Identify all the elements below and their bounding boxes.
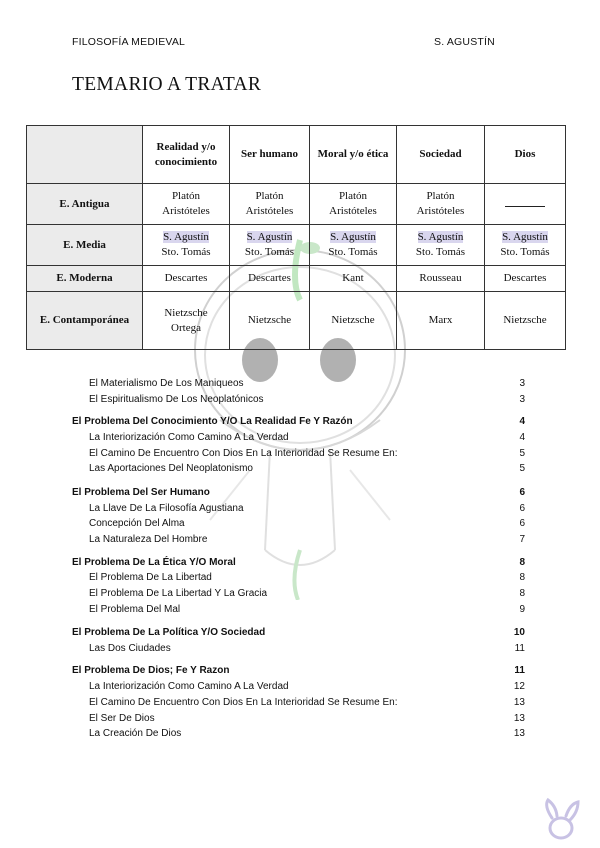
toc-page-number: 13 [513,697,525,708]
toc-entry[interactable] [0,378,600,392]
toc-entry-title: Las Dos Ciudades [89,643,171,654]
table-corner-cell [27,126,143,184]
toc-entry[interactable] [0,448,600,462]
toc-entry-title: El Problema Del Mal [89,604,181,615]
toc-section[interactable] [0,487,600,501]
table-cell: Descartes [230,266,310,292]
toc-entry[interactable] [0,503,600,517]
column-header: Dios [485,126,566,184]
column-header: Moral y/o ética [310,126,397,184]
toc-entry[interactable] [0,697,600,711]
toc-page-number: 7 [519,534,525,545]
toc-entry-title: El Espiritualismo De Los Neoplatónicos [89,394,264,405]
toc-entry[interactable] [0,394,600,408]
toc-page-number: 13 [513,713,525,724]
toc-entry[interactable] [0,681,600,695]
table-cell: Descartes [143,266,230,292]
table-cell: Kant [310,266,397,292]
toc-entry[interactable] [0,588,600,602]
column-header: Ser humano [230,126,310,184]
toc-entry-title: El Problema Del Conocimiento Y/O La Realidad Fe Y Razón [72,416,353,427]
toc-entry[interactable] [0,518,600,532]
table-row [27,184,566,225]
table-row [27,225,566,266]
row-header: E. Contamporánea [27,292,143,350]
toc-entry-title: El Camino De Encuentro Con Dios En La Interioridad Se Resume En: [89,697,398,708]
table-cell: Platón Aristóteles [230,184,310,225]
toc-entry-title: La Naturaleza Del Hombre [89,534,208,545]
table-cell: Platón Aristóteles [397,184,485,225]
toc-page-number: 4 [519,432,525,443]
table-cell: Descartes [485,266,566,292]
table-cell: S. Agustín Sto. Tomás [310,225,397,266]
toc-entry-title: El Problema De Dios; Fe Y Razon [72,665,230,676]
toc-entry-title: La Interiorización Como Camino A La Verdad [89,681,289,692]
table-cell: S. Agustín Sto. Tomás [230,225,310,266]
toc-entry[interactable] [0,534,600,548]
table-cell [485,184,566,225]
header-author: S. AGUSTÍN [434,36,495,48]
toc-section[interactable] [0,627,600,641]
toc-entry-title: El Camino De Encuentro Con Dios En La Interioridad Se Resume En: [89,448,398,459]
toc-page-number: 8 [519,572,525,583]
toc-entry[interactable] [0,604,600,618]
toc-entry-title: Las Aportaciones Del Neoplatonismo [89,463,253,474]
table-cell: Nietzsche [485,292,566,350]
toc-page-number: 4 [519,416,525,427]
toc-entry[interactable] [0,728,600,742]
toc-entry-title: La Creación De Dios [89,728,182,739]
bunny-logo [538,796,584,842]
row-header: E. Antigua [27,184,143,225]
toc-page-number: 8 [519,588,525,599]
toc-entry[interactable] [0,432,600,446]
toc-entry[interactable] [0,643,600,657]
toc-entry-title: El Problema De La Política Y/O Sociedad [72,627,266,638]
table-cell: Rousseau [397,266,485,292]
empty-dash [505,200,545,207]
toc-page-number: 9 [519,604,525,615]
table-cell: S. Agustín Sto. Tomás [397,225,485,266]
toc-page-number: 5 [519,448,525,459]
table-cell: S. Agustín Sto. Tomás [143,225,230,266]
toc-page-number: 6 [519,503,525,514]
toc-entry-title: La Interiorización Como Camino A La Verdad [89,432,289,443]
toc-page-number: 6 [519,518,525,529]
toc-entry-title: Concepción Del Alma [89,518,185,529]
toc-entry-title: El Ser De Dios [89,713,155,724]
toc-entry[interactable] [0,713,600,727]
toc-section[interactable] [0,416,600,430]
toc-page-number: 11 [514,665,525,676]
toc-entry-title: El Materialismo De Los Maniqueos [89,378,244,389]
table-row [27,292,566,350]
table-cell: Platón Aristóteles [310,184,397,225]
toc-page-number: 5 [519,463,525,474]
table-cell: Nietzsche [310,292,397,350]
table-cell: Platón Aristóteles [143,184,230,225]
row-header: E. Moderna [27,266,143,292]
toc-page-number: 10 [513,627,525,638]
row-header: E. Media [27,225,143,266]
toc-page-number: 6 [519,487,525,498]
toc-page-number: 11 [514,643,525,654]
toc-entry-title: El Problema De La Ética Y/O Moral [72,557,236,568]
toc-entry-title: El Problema De La Libertad Y La Gracia [89,588,268,599]
toc-page-number: 13 [513,728,525,739]
table-cell: Nietzsche Ortega [143,292,230,350]
toc-section[interactable] [0,665,600,679]
table-cell: Marx [397,292,485,350]
page-title: TEMARIO A TRATAR [72,74,262,95]
toc-entry-title: La Llave De La Filosofía Agustiana [89,503,244,514]
column-header: Realidad y/o conocimiento [143,126,230,184]
philosophers-table [26,125,566,350]
toc-section[interactable] [0,557,600,571]
table-cell: Nietzsche [230,292,310,350]
table-header-row [27,126,566,184]
toc-page-number: 3 [519,394,525,405]
toc-entry[interactable] [0,463,600,477]
toc-page-number: 12 [513,681,525,692]
table-cell: S. Agustín Sto. Tomás [485,225,566,266]
toc-entry-title: El Problema Del Ser Humano [72,487,210,498]
toc-entry-title: El Problema De La Libertad [89,572,212,583]
table-row [27,266,566,292]
column-header: Sociedad [397,126,485,184]
toc-page-number: 3 [519,378,525,389]
toc-page-number: 8 [519,557,525,568]
toc-entry[interactable] [0,572,600,586]
header-subject: FILOSOFÍA MEDIEVAL [72,36,186,48]
